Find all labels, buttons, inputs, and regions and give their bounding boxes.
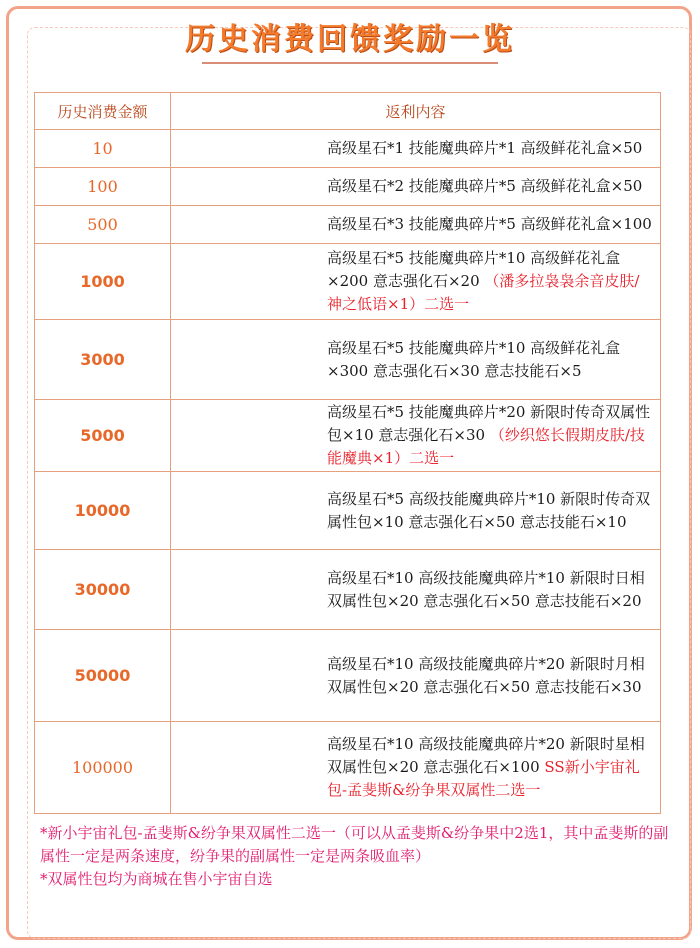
table-row [35,550,661,630]
row-content-text: 高级星石*5 高级技能魔典碎片*10 新限时传奇双属性包×10 意志强化石×50 意志技能石×10 [327,489,651,531]
row-amount: 500 [35,206,171,244]
row-amount: 1000 [35,244,171,320]
table-row [35,168,661,206]
row-content-text: 高级星石*1 技能魔典碎片*1 高级鲜花礼盒×50 [327,139,643,157]
row-amount: 30000 [35,550,171,630]
table-row [35,472,661,550]
header-amount: 历史消费金额 [35,93,171,130]
table-row [35,722,661,814]
table-header-row [35,93,661,130]
row-content [171,168,661,206]
note-item: *新小宇宙礼包-孟斐斯&纷争果双属性二选一（可以从孟斐斯&纷争果中2选1，其中孟斐斯的副属性一定是两条速度，纷争果的副属性一定是两条吸血率） [40,824,669,865]
row-content [171,206,661,244]
table-row [35,206,661,244]
notes-section [40,822,670,891]
row-content-highlight: （纱织悠长假期皮肤/技能魔典×1）二选一 [327,426,645,467]
row-amount: 50000 [35,630,171,722]
row-content [171,130,661,168]
row-amount: 100 [35,168,171,206]
row-content-text: 高级星石*5 技能魔典碎片*10 高级鲜花礼盒×300 意志强化石×30 意志技能石×5 [327,338,621,380]
table-row [35,320,661,400]
row-content-text: 高级星石*3 技能魔典碎片*5 高级鲜花礼盒×100 [327,215,652,233]
row-content [171,320,661,400]
title-underline [202,62,498,64]
row-content-text: 高级星石*10 高级技能魔典碎片*20 新限时星相双属性包×20 意志强化石×100 [327,735,645,776]
table-row [35,630,661,722]
row-content [171,550,661,630]
row-content-highlight: SS新小宇宙礼包-孟斐斯&纷争果双属性二选一 [327,758,640,799]
rewards-table [34,92,661,814]
row-content [171,244,661,320]
row-content-highlight: （潘多拉袅袅余音皮肤/神之低语×1）二选一 [327,272,640,313]
table-row [35,244,661,320]
row-amount: 3000 [35,320,171,400]
table-row [35,130,661,168]
row-amount: 10000 [35,472,171,550]
row-amount: 100000 [35,722,171,814]
note-item: *双属性包均为商城在售小宇宙自选 [40,870,273,888]
row-content [171,472,661,550]
row-content-text: 高级星石*5 技能魔典碎片*20 新限时传奇双属性包×10 意志强化石×30 [327,403,651,444]
row-content [171,630,661,722]
row-content-text: 高级星石*5 技能魔典碎片*10 高级鲜花礼盒×200 意志强化石×20 [327,249,621,290]
row-amount: 5000 [35,400,171,472]
row-content-text: 高级星石*2 技能魔典碎片*5 高级鲜花礼盒×50 [327,177,643,195]
row-content [171,400,661,472]
row-content-text: 高级星石*10 高级技能魔典碎片*20 新限时月相双属性包×20 意志强化石×50 意志技能石×30 [327,654,645,696]
row-content-text: 高级星石*10 高级技能魔典碎片*10 新限时日相双属性包×20 意志强化石×50 意志技能石×20 [327,568,645,610]
row-content [171,722,661,814]
page-title: 历史消费回馈奖励一览 [185,22,515,57]
table-row [35,400,661,472]
header-content: 返利内容 [171,93,661,130]
row-amount: 10 [35,130,171,168]
